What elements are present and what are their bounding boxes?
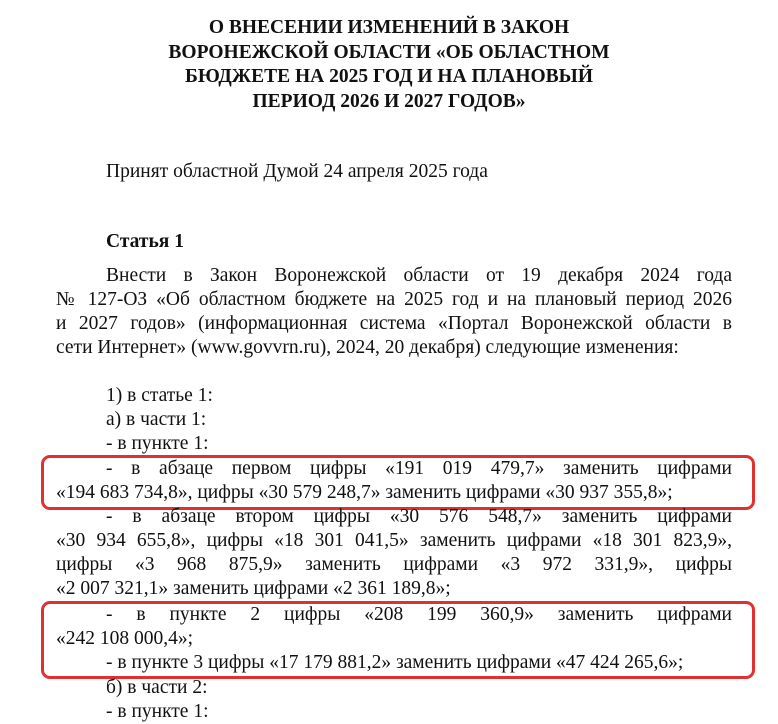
list-item: а) в части 1: <box>106 409 207 430</box>
highlight-line: «194 683 734,8», цифры «30 579 248,7» заменить цифрами «30 937 355,8»; <box>56 482 673 503</box>
list-item: б) в части 2: <box>106 677 208 698</box>
intro-line: сети Интернет» (www.govvrn.ru), 2024, 20 декабря) следующие изменения: <box>56 337 679 358</box>
paragraph-line: «2 007 321,1» заменить цифрами «2 361 189,8»; <box>56 578 451 599</box>
paragraph-line: - в абзаце втором цифры «30 576 548,7» заменить цифрами <box>106 506 732 527</box>
title-line: О ВНЕСЕНИИ ИЗМЕНЕНИЙ В ЗАКОН <box>208 17 570 38</box>
list-item: - в пункте 1: <box>106 433 209 454</box>
highlight-line: - в пункте 2 цифры «208 199 360,9» заменить цифрами <box>106 604 732 625</box>
list-item: - в пункте 1: <box>106 701 209 722</box>
title-line: ВОРОНЕЖСКОЙ ОБЛАСТИ «ОБ ОБЛАСТНОМ <box>168 41 610 63</box>
intro-line: и 2027 годов» (информационная система «Портал Воронежской области в <box>56 313 732 334</box>
adoption-date: Принят областной Думой 24 апреля 2025 года <box>106 161 488 182</box>
paragraph-line: «30 934 655,8», цифры «18 301 041,5» заменить цифрами «18 301 823,9», <box>56 530 732 551</box>
intro-line: № 127-ОЗ «Об областном бюджете на 2025 год и на плановый период 2026 <box>56 289 732 310</box>
intro-line: Внести в Закон Воронежской области от 19 декабря 2024 года <box>106 265 732 286</box>
highlight-line: - в абзаце первом цифры «191 019 479,7» заменить цифрами <box>106 458 732 479</box>
highlight-line: - в пункте 3 цифры «17 179 881,2» заменить цифрами «47 424 265,6»; <box>106 652 684 673</box>
list-item: 1) в статье 1: <box>106 385 213 406</box>
title-line: ПЕРИОД 2026 И 2027 ГОДОВ» <box>252 90 526 112</box>
highlight-line: «242 108 000,4»; <box>56 628 194 649</box>
document-title <box>0 16 778 114</box>
title-line: БЮДЖЕТЕ НА 2025 ГОД И НА ПЛАНОВЫЙ <box>185 66 593 87</box>
paragraph-line: цифры «3 968 875,9» заменить цифрами «3 972 331,9», цифры <box>56 554 732 575</box>
article-heading: Статья 1 <box>106 231 184 252</box>
